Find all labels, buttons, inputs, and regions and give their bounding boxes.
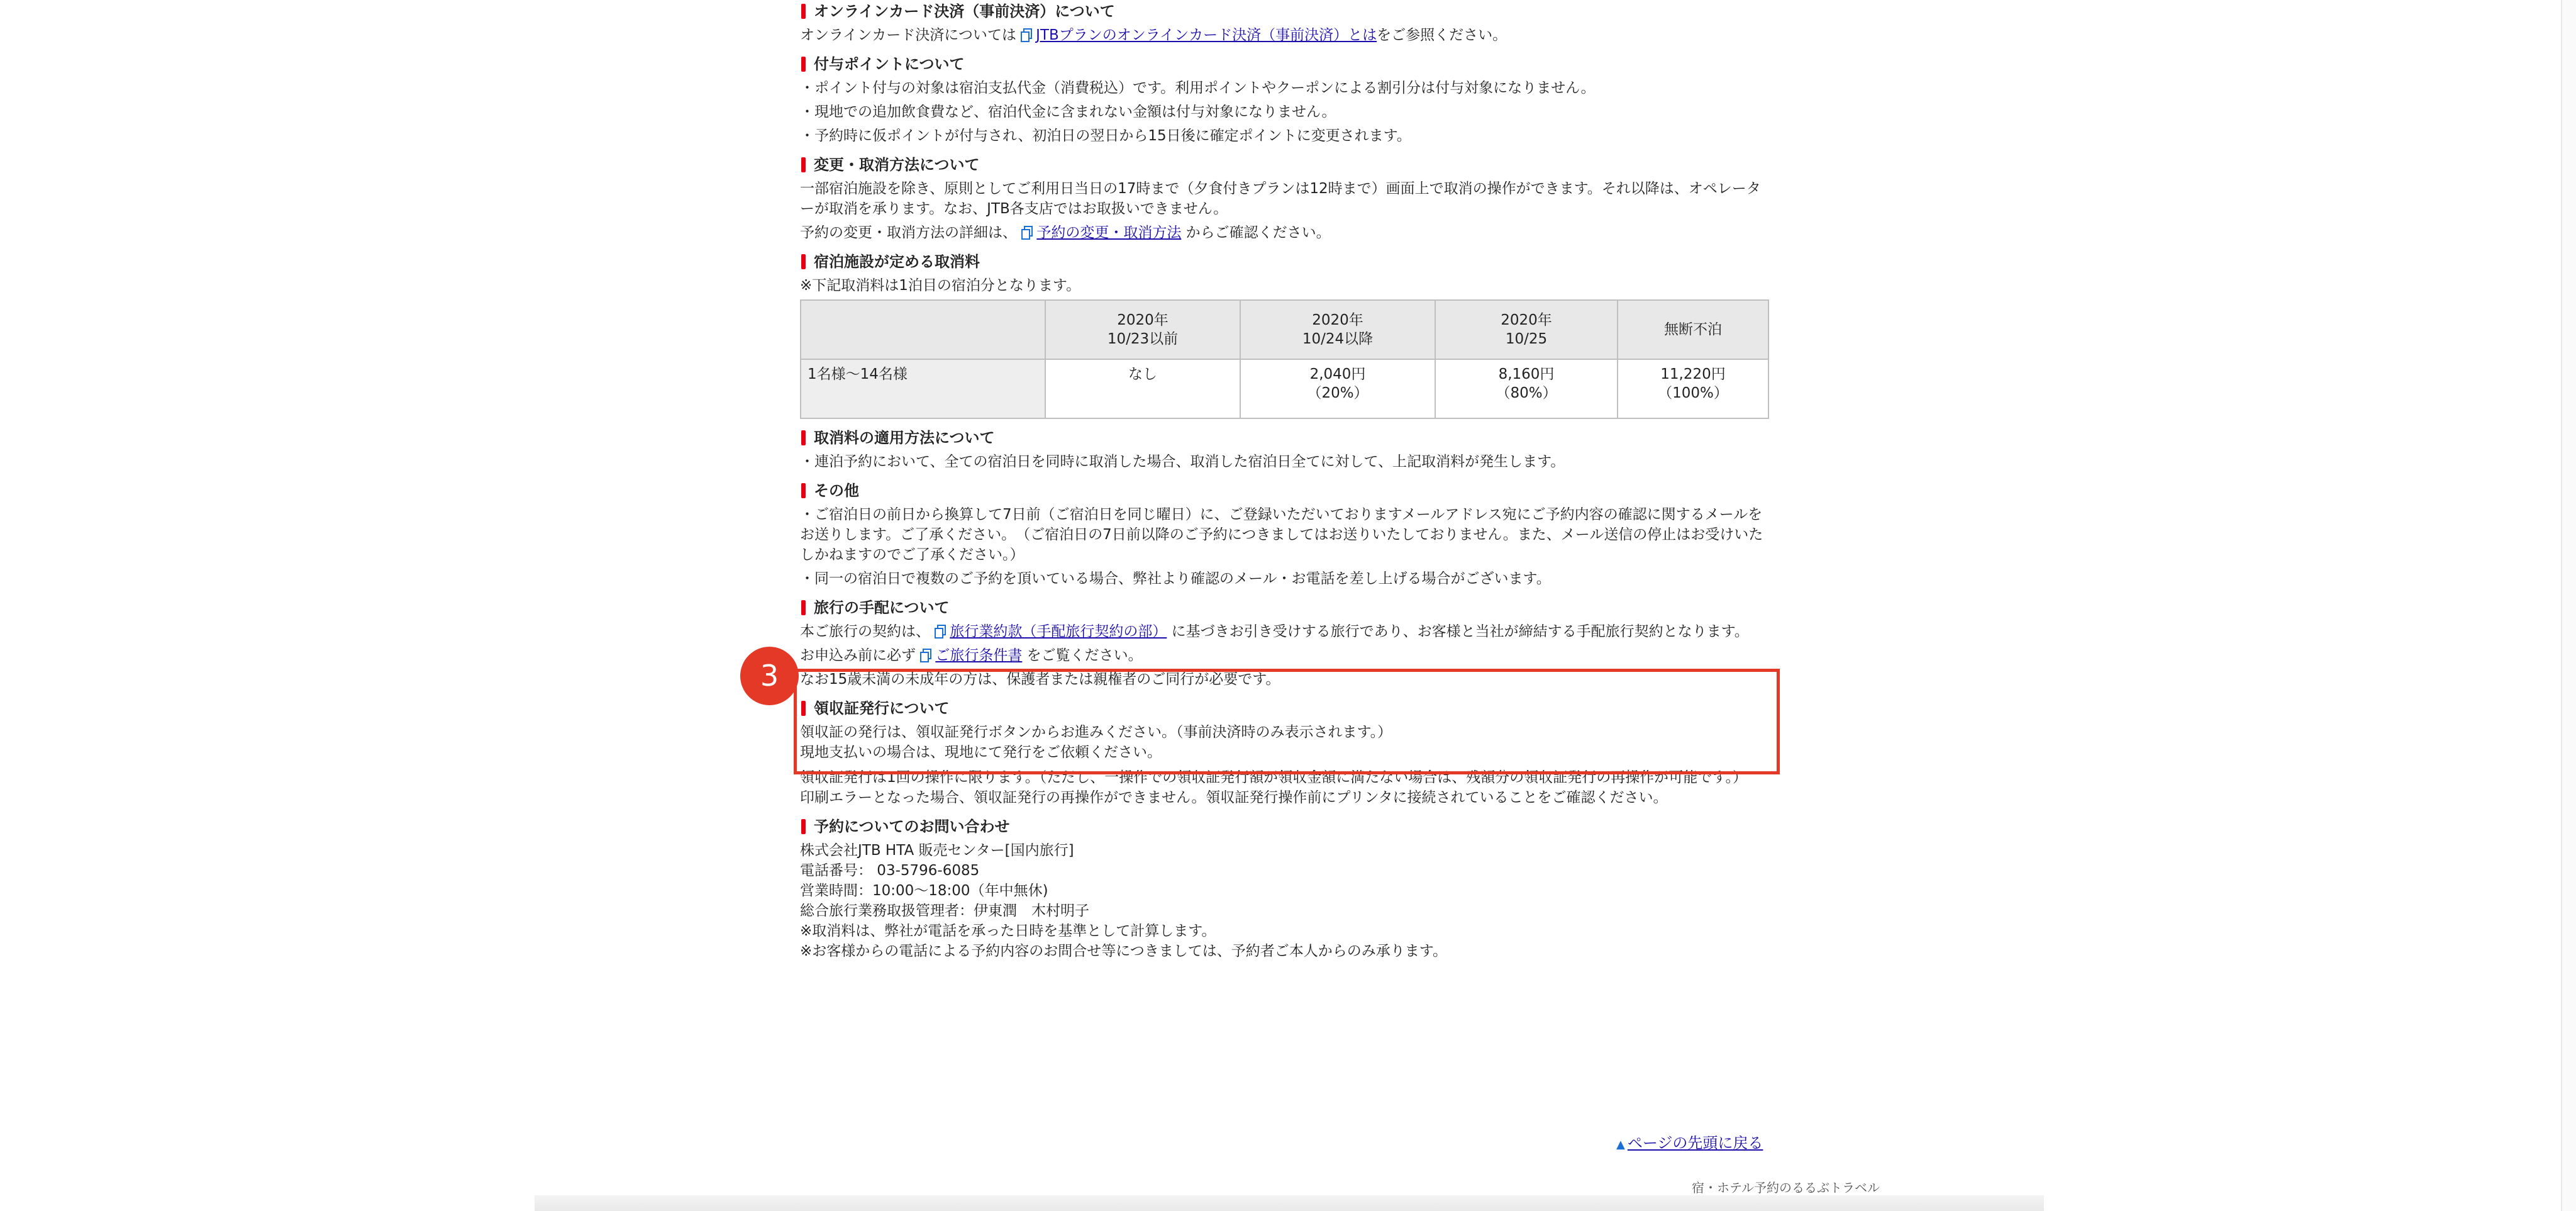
contact-line: 電話番号： 03-5796-6085 [800, 862, 980, 879]
change-cancel-detail-before: 予約の変更・取消方法の詳細は、 [800, 225, 1017, 241]
online-card-text [800, 25, 1770, 45]
table-row-label: 1名様〜14名様 [801, 359, 1045, 418]
fee-application-section [800, 427, 1770, 472]
contact-line: 総合旅行業務取扱管理者：伊東潤 木村明子 [800, 903, 1089, 919]
change-cancel-link[interactable]: 予約の変更・取消方法 [1036, 225, 1182, 241]
cancel-fee-table [800, 299, 1769, 419]
scrollbar[interactable] [2561, 0, 2576, 1211]
table-cell: なし [1045, 359, 1240, 418]
receipt-line: 現地支払いの場合は、現地にて発行をご依頼ください。 [800, 744, 1162, 761]
contact-line: 営業時間：10:00〜18:00（年中無休) [800, 883, 1048, 899]
table-cell: 8,160円 （80%） [1435, 359, 1618, 418]
change-cancel-detail [800, 223, 1770, 243]
points-title: 付与ポイントについて [800, 53, 1770, 75]
step-number-badge: 3 [740, 647, 799, 705]
external-page-icon [1021, 226, 1033, 240]
travel-arrangement-title: 旅行の手配について [800, 596, 1770, 619]
travel-contract-before: 本ご旅行の契約は、 [800, 623, 930, 640]
external-page-icon [920, 649, 931, 662]
receipt-section [800, 697, 1770, 808]
contact-line: ※お客様からの電話による予約内容のお問合せ等につきましては、予約者ご本人からのみ承ります。 [800, 943, 1447, 959]
contact-line: 株式会社JTB HTA 販売センター[国内旅行] [800, 842, 1074, 859]
reservation-notes [800, 0, 1770, 969]
cancel-fee-title: 宿泊施設が定める取消料 [800, 250, 1770, 273]
contact-section [800, 815, 1770, 961]
other-title: その他 [800, 479, 1770, 502]
external-page-icon [935, 625, 946, 639]
change-cancel-title: 変更・取消方法について [800, 153, 1770, 176]
points-section [800, 53, 1770, 146]
contact-title: 予約についてのお問い合わせ [800, 815, 1770, 838]
cancel-fee-note: ※下記取消料は1泊目の宿泊分となります。 [800, 277, 1081, 294]
table-corner [801, 300, 1045, 359]
online-card-title: オンラインカード決済（事前決済）について [800, 0, 1770, 23]
footer-bar [535, 1195, 2044, 1211]
travel-contract-after: に基づきお引き受けする旅行であり、お客様と当社が締結する手配旅行契約となります。 [1171, 623, 1749, 640]
other-text: ・ご宿泊日の前日から換算して7日前（ご宿泊日を同じ曜日）に、ご登録いただいておりますメールアドレス宛にご予約内容の確認に関するメールをお送りします。ご了承ください。 （ご宿泊日の7日前以降のご予約につきましてはお送りいたしておりません。また、メール送信の停止はお受けいたしかねますのでご了承ください。） [800, 506, 1763, 563]
table-header: 2020年 10/25 [1435, 300, 1618, 359]
table-cell: 11,220円 （100%） [1618, 359, 1768, 418]
triangle-up-icon: ▲ [1616, 1138, 1625, 1151]
table-header: 2020年 10/24以降 [1240, 300, 1435, 359]
online-card-text-before: オンラインカード決済については [800, 27, 1016, 43]
contact-line: ※取消料は、弊社が電話を承った日時を基準として計算します。 [800, 923, 1216, 939]
receipt-line: 領収証の発行は、領収証発行ボタンからお進みください。（事前決済時のみ表示されます。） [800, 724, 1392, 740]
receipt-title: 領収証発行について [800, 697, 1770, 720]
minor-notice: なお15歳未満の未成年の方は、保護者または親権者のご同行が必要です。 [800, 671, 1280, 688]
table-header: 無断不泊 [1618, 300, 1768, 359]
change-cancel-section [800, 153, 1770, 243]
points-line: ・予約時に仮ポイントが付与され、初泊日の翌日から15日後に確定ポイントに変更されます。 [800, 128, 1411, 144]
table-header: 2020年 10/23以前 [1045, 300, 1240, 359]
other-text: ・同一の宿泊日で複数のご予約を頂いている場合、弊社より確認のメール・お電話を差し上げる場合がございます。 [800, 571, 1551, 587]
travel-conditions-text [800, 645, 1770, 666]
travel-contract-text [800, 622, 1770, 642]
table-cell: 2,040円 （20%） [1240, 359, 1435, 418]
back-to-top-link[interactable]: ページの先頭に戻る [1627, 1134, 1763, 1152]
change-cancel-text: 一部宿泊施設を除き、原則としてご利用日当日の17時まで（夕食付きプランは12時まで）画面上で取消の操作ができます。それ以降は、オペレーターが取消を承ります。なお、JTB各支店ではお取扱いできません。 [800, 181, 1761, 217]
receipt-line: 領収証発行は1回の操作に限ります。（ただし、一操作での領収証発行額が領収金額に満たない場合は、残額分の領収証発行の再操作が可能です。） [800, 769, 1747, 786]
online-card-link[interactable]: JTBプランのオンラインカード決済（事前決済）とは [1036, 27, 1377, 43]
receipt-block [800, 722, 1770, 762]
travel-conditions-after: をご覧ください。 [1026, 647, 1143, 664]
fee-application-text: ・連泊予約において、全ての宿泊日を同時に取消した場合、取消した宿泊日全てに対して、上記取消料が発生します。 [800, 454, 1565, 470]
external-page-icon [1021, 28, 1032, 42]
fee-application-title: 取消料の適用方法について [800, 427, 1770, 449]
contact-block [800, 840, 1770, 961]
travel-arrangement-section [800, 596, 1770, 689]
travel-conditions-link[interactable]: ご旅行条件書 [935, 647, 1023, 664]
footer-site-name: 宿・ホテル予約のるるぶトラベル [1692, 1180, 1880, 1195]
back-to-top[interactable] [1616, 1130, 1763, 1152]
table-row [801, 359, 1768, 418]
travel-conditions-before: お申込み前に必ず [800, 647, 916, 664]
receipt-line: 印刷エラーとなった場合、領収証発行の再操作ができません。領収証発行操作前にプリンタに接続されていることをご確認ください。 [800, 790, 1668, 806]
other-section [800, 479, 1770, 589]
online-card-text-after: をご参照ください。 [1377, 27, 1507, 43]
receipt-block [800, 767, 1770, 808]
points-line: ・現地での追加飲食費など、宿泊代金に含まれない金額は付与対象になりません。 [800, 104, 1336, 120]
travel-terms-link[interactable]: 旅行業約款（手配旅行契約の部） [950, 623, 1167, 640]
change-cancel-detail-after: からご確認ください。 [1185, 225, 1331, 241]
cancel-fee-section [800, 250, 1770, 419]
points-line: ・ポイント付与の対象は宿泊支払代金（消費税込）です。利用ポイントやクーポンによる割引分は付与対象になりません。 [800, 80, 1596, 96]
online-card-section [800, 0, 1770, 45]
